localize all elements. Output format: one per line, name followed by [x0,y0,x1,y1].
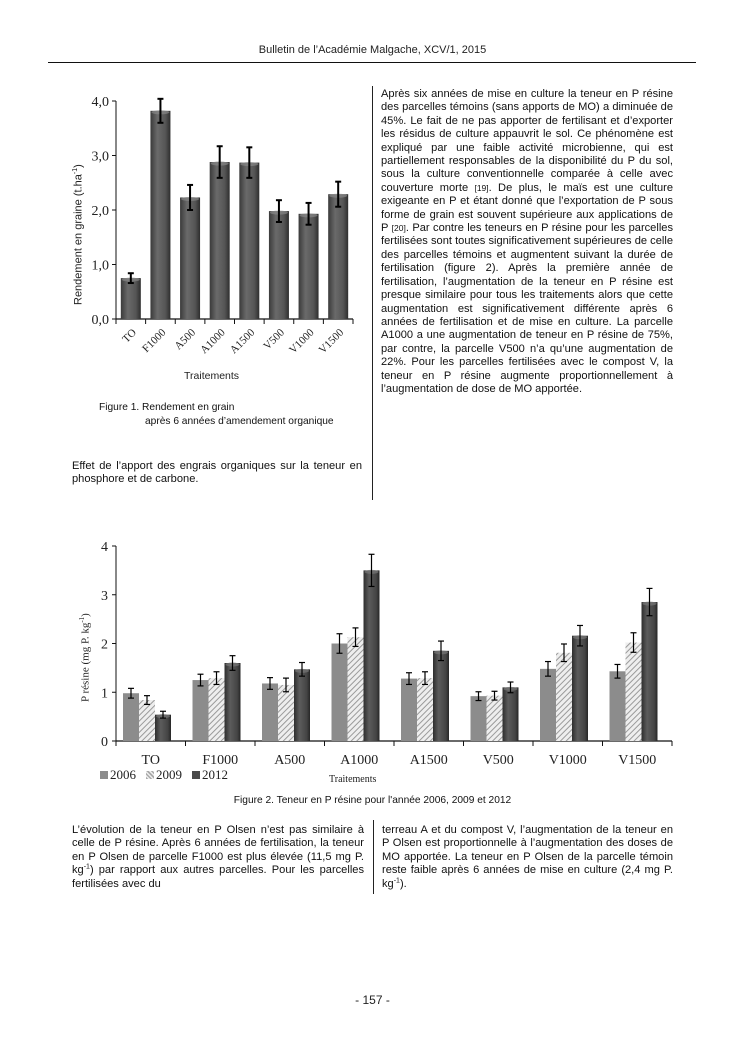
svg-text:TO: TO [141,753,160,768]
figure-1-chart [60,80,370,390]
figure-1-caption-line1: Rendement en grain [142,402,235,413]
svg-text:3,0: 3,0 [91,149,109,165]
figure-1-caption-line2: après 6 années d’amendement organique [145,416,334,427]
header-rule [48,62,696,63]
svg-text:F1000: F1000 [202,753,239,768]
figure-1-caption [99,402,234,413]
section-heading: Effet de l’apport des engrais organiques sur la teneur en phosphore et de carbone. [72,460,362,486]
citation-19: [19] [474,182,489,193]
svg-text:1: 1 [101,686,108,702]
figure-1-y-axis-label: Rendement en graine $(t.ha^{-1})$ [72,164,85,305]
column-divider-bottom [373,820,374,894]
svg-text:TO: TO [120,326,139,346]
svg-text:A500: A500 [274,753,306,768]
column-divider [372,86,373,500]
svg-text:A1500: A1500 [409,753,448,768]
svg-text:4,0: 4,0 [91,95,109,110]
page-number: - 157 - [355,993,390,1007]
bottom-right-paragraph: terreau A et du compost V, l’augmentation de la teneur en P Olsen est proportionnelle à l’augmentation des doses de MO apportée. La teneur en P Olsen de la parcelle témoin reste faible après 6 années de mise en culture (2,4 mg P. $kg^{-1}$). [382,824,673,890]
svg-text:2: 2 [101,637,108,653]
svg-text:V1000: V1000 [287,326,317,357]
svg-text:2,0: 2,0 [91,204,109,219]
figure-2-chart [75,530,685,790]
svg-text:3: 3 [101,588,108,604]
figure-1-caption-prefix: Figure 1. [99,402,140,413]
figure-1-x-axis-label: Traitements [184,370,240,382]
running-header: Bulletin de l’Académie Malgache, XCV/1, 2015 [258,44,487,56]
legend-item-2006: 2006 [100,767,136,783]
svg-text:F1000: F1000 [140,326,169,356]
svg-text:V500: V500 [482,753,514,768]
svg-text:A1500: A1500 [227,326,258,357]
citation-20: [20] [391,223,406,234]
right-column-paragraph: Après six années de mise en culture la teneur en P résine des parcelles témoins (sans apports de MO) a diminuée de 45%. Le fait de ne pas apporter de fertilisant et d’exporter les résidus de culture appauvrit le sol. Ce phénomène est expliqué par une faible activité microbienne, qui est partiellement responsables de la disponibilité du P du sol, sous la culture conventionnelle comparée à celle avec couverture morte [19]. De plus, le maïs est une culture exigeante en P et étant donné que l’exportation de P sous forme de grain est souvent supérieure aux applications de P [20]. Par contre les teneurs en P résine pour les parcelles fertilisées sont toutes significativement supérieures de celle des parcelles témoins et augmentent suivant la durée de fertilisation (figure 2). Après la première année de fertilisation, l’augmentation de la teneur en P résine est presque similaire pour tous les traitements alors que cette augmentation est significativement différente après 6 années de fertilisation et de mise en culture. La parcelle A1000 a une augmentation de teneur en P résine de 75%, par contre, la parcelle V500 n’a qu’une augmentation de 22%. Pour les parcelles fertilisées avec le compost V, la teneur en P résine augmente proportionnellement à l’augmentation de dose de MO apportée. [381,88,674,395]
svg-text:A1000: A1000 [340,753,379,768]
svg-text:4: 4 [101,540,108,555]
svg-text:A1000: A1000 [198,326,228,357]
svg-text:V500: V500 [261,326,288,353]
legend-swatch-2006 [100,771,108,779]
svg-text:0: 0 [101,735,108,750]
figure-1 [60,80,370,390]
figure-2-legend [100,767,228,783]
figure-2-caption: Figure 2. Teneur en P résine pour l'année 2006, 2009 et 2012 [233,795,512,806]
svg-text:V1500: V1500 [618,753,657,768]
figure-2 [75,530,685,790]
legend-item-2012: 2012 [192,767,228,783]
svg-text:0,0: 0,0 [91,313,109,328]
svg-text:1,0: 1,0 [91,258,109,274]
svg-text:V1500: V1500 [316,326,347,357]
legend-item-2009: 2009 [146,767,182,783]
figure-2-y-axis-label: P résine (mg P. $kg^{-1}$) [78,613,92,702]
svg-text:V1000: V1000 [548,753,587,768]
svg-text:A500: A500 [172,326,199,353]
bottom-left-paragraph: L’évolution de la teneur en P Olsen n’est pas similaire à celle de P résine. Après 6 années de fertilisation, la teneur en P Olsen de parcelle F1000 est plus élevée (11,5 mg P. $kg^{-1}$) par rapport aux autres parcelles. Pour les parcelles fertilisées avec du [72,824,364,890]
legend-swatch-2009 [146,771,154,779]
legend-swatch-2012 [192,771,200,779]
figure-2-x-axis-label: Traitements [329,774,377,785]
